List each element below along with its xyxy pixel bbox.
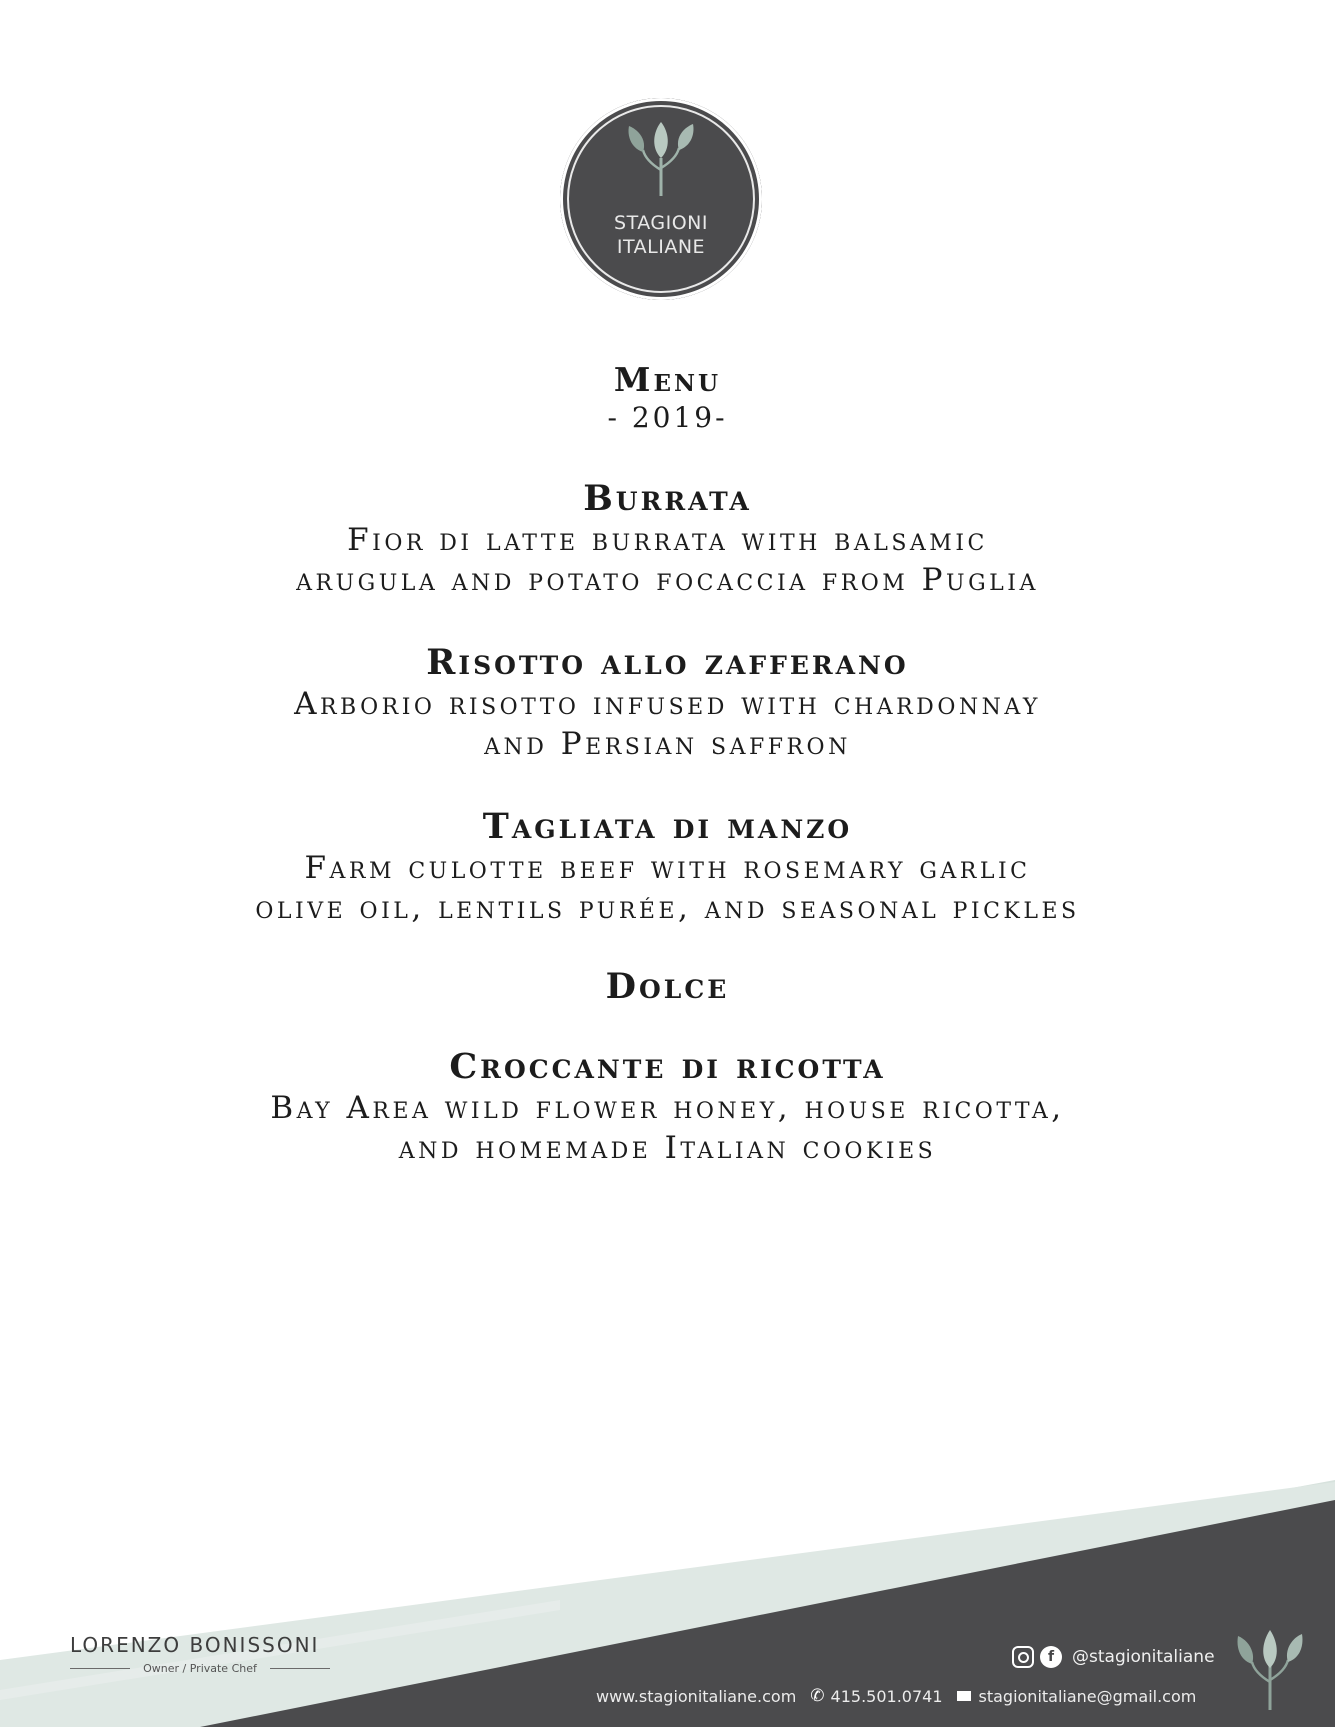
website-link[interactable]: www.stagionitaliane.com [596, 1686, 797, 1706]
menu-year: - 2019- [607, 401, 728, 434]
phone-number[interactable]: 415.501.0741 [830, 1686, 943, 1706]
chef-role-block [70, 1658, 330, 1677]
course-description: Arborio risotto infused with chardonnay [294, 686, 1041, 722]
email-link[interactable]: stagionitaliane@gmail.com [978, 1686, 1197, 1706]
divider [70, 1668, 130, 1669]
course-name: Croccante di ricotta [449, 1046, 886, 1087]
course-name: Tagliata di manzo [482, 806, 853, 847]
instagram-icon[interactable] [1012, 1646, 1034, 1668]
divider [270, 1668, 330, 1669]
course-croccante [0, 1046, 1335, 1168]
social-links [1012, 1646, 1215, 1668]
course-burrata [0, 478, 1335, 600]
course-tagliata [0, 806, 1335, 928]
olive-sprig-icon [1232, 1626, 1308, 1712]
logo-text-line1: STAGIONI [614, 212, 708, 234]
brand-logo [560, 98, 762, 300]
chef-role: Owner / Private Chef [143, 1662, 257, 1675]
course-description: Fior di latte burrata with balsamic [347, 522, 988, 558]
olive-sprig-icon [621, 118, 701, 198]
facebook-icon[interactable]: f [1040, 1646, 1062, 1668]
mail-icon [957, 1691, 971, 1701]
course-description: and Persian saffron [484, 726, 851, 762]
contact-line [596, 1686, 1196, 1706]
course-risotto [0, 642, 1335, 764]
course-name: Burrata [583, 478, 752, 519]
menu-section [0, 360, 1335, 1168]
logo-text-line2: ITALIANE [616, 236, 706, 258]
course-description: olive oil, lentils purée, and seasonal pickles [255, 890, 1080, 926]
course-dolce-heading [0, 966, 1335, 1008]
course-description: Bay Area wild flower honey, house ricotta, [270, 1090, 1065, 1126]
phone-icon: ✆ [810, 1686, 825, 1706]
course-description: and homemade Italian cookies [398, 1130, 937, 1166]
section-heading-dolce: Dolce [605, 966, 730, 1007]
chef-name: LORENZO BONISSONI [70, 1633, 320, 1657]
menu-title: Menu [613, 360, 722, 399]
social-handle[interactable]: @stagionitaliane [1072, 1647, 1215, 1667]
course-name: Risotto allo zafferano [426, 642, 909, 683]
course-description: Farm culotte beef with rosemary garlic [304, 850, 1031, 886]
course-description: arugula and potato focaccia from Puglia [296, 562, 1039, 598]
